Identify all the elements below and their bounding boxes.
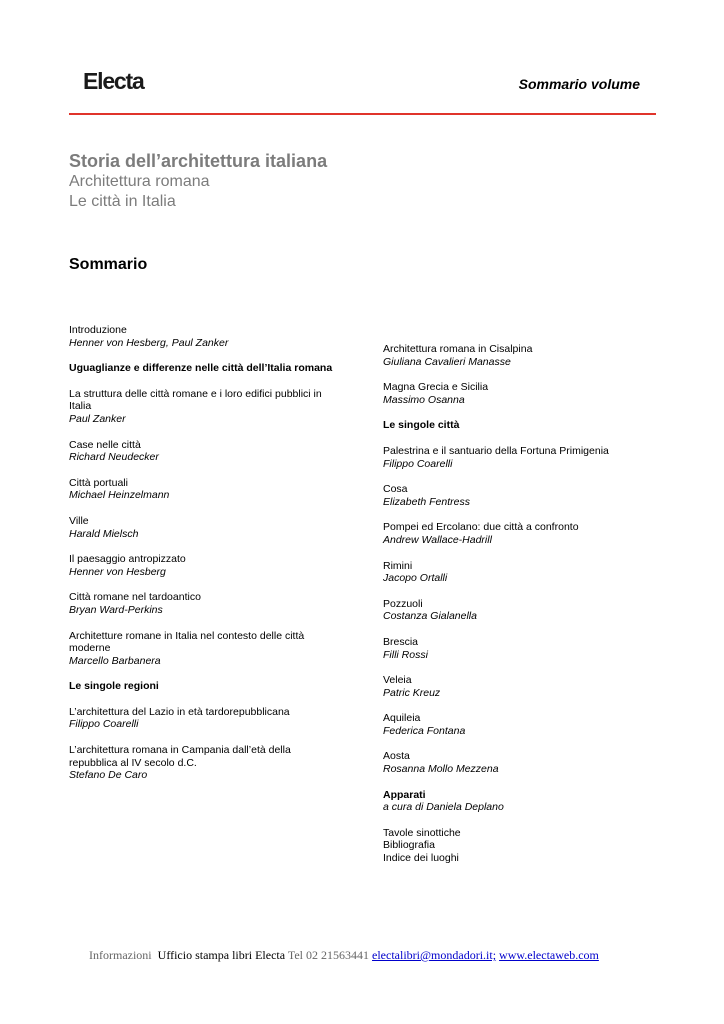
toc-entry-title: Città romane nel tardoantico: [69, 591, 201, 604]
toc-entry-author: Stefano De Caro: [69, 769, 148, 782]
footer-label: Informazioni: [89, 948, 152, 962]
toc-entry: [383, 712, 663, 737]
book-title-block: [69, 150, 327, 212]
toc-section-title: Le singole regioni: [69, 680, 159, 693]
toc-entry-title: Case nelle città: [69, 438, 141, 451]
toc-entry-title: Cosa: [383, 483, 408, 496]
book-subtitle: Architettura romana: [69, 173, 210, 190]
toc-entry: [383, 445, 663, 470]
toc-entry: [383, 483, 663, 508]
toc-section-title: Apparati: [383, 788, 426, 801]
toc-entry-title: Palestrina e il santuario della Fortuna Primigenia: [383, 444, 609, 457]
toc-section-heading: [69, 362, 339, 375]
toc-entry-title: Architettura romana in Cisalpina: [383, 343, 533, 355]
contents-right-column: [383, 343, 663, 878]
toc-entry-author: Marcello Barbanera: [69, 654, 161, 667]
toc-entry-author: Bryan Ward-Perkins: [69, 603, 163, 616]
contents-left-column: [69, 324, 339, 795]
toc-entry-author: Costanza Gialanella: [383, 610, 477, 623]
toc-entry-title: Indice dei luoghi: [383, 852, 459, 865]
toc-entry: [383, 521, 663, 546]
toc-entry: [383, 343, 663, 368]
toc-entry-title: Magna Grecia e Sicilia: [383, 381, 489, 394]
toc-entry: [383, 381, 663, 406]
toc-entry-author: Paul Zanker: [69, 412, 126, 425]
book-title: Storia dell’architettura italiana: [69, 151, 328, 171]
toc-entry: [69, 388, 339, 426]
toc-entry: [69, 591, 339, 616]
toc-entry: [383, 750, 663, 775]
toc-entry-title: Pompei ed Ercolano: due città a confronto: [383, 521, 579, 534]
electa-logo: Electa: [83, 68, 144, 94]
toc-entry-author: Massimo Osanna: [383, 393, 465, 406]
toc-entry-author: Michael Heinzelmann: [69, 489, 170, 502]
header-divider: [69, 113, 656, 115]
toc-entry-title: La struttura delle città romane e i loro edifici pubblici in Italia: [69, 387, 322, 413]
toc-entry: [383, 636, 663, 661]
toc-entry-author: Jacopo Ortalli: [383, 572, 448, 585]
toc-section-heading: [383, 419, 663, 432]
toc-entry: [69, 744, 339, 782]
toc-entry: [69, 706, 339, 731]
toc-entry-author: Giuliana Cavalieri Manasse: [383, 355, 511, 368]
toc-entry-author: Federica Fontana: [383, 724, 466, 737]
toc-entry-author: Henner von Hesberg: [69, 565, 166, 578]
document-type-label: Sommario volume: [518, 76, 640, 92]
toc-entry-title: Architetture romane in Italia nel contesto delle città moderne: [69, 629, 305, 655]
toc-entry-title: Il paesaggio antropizzato: [69, 553, 186, 566]
toc-entry: [383, 827, 663, 865]
toc-entry-title: Tavole sinottiche: [383, 826, 461, 839]
toc-entry-title: Veleia: [383, 674, 412, 687]
section-heading: Sommario: [69, 256, 148, 273]
toc-entry-title: Brescia: [383, 635, 419, 648]
footer-email-link[interactable]: electalibri@mondadori.it;: [372, 948, 497, 962]
footer-contact: [89, 948, 599, 963]
toc-entry-author: Andrew Wallace-Hadrill: [383, 533, 492, 546]
toc-entry: [69, 477, 339, 502]
toc-entry: [383, 560, 663, 585]
toc-entry: [383, 598, 663, 623]
toc-entry-title: Introduzione: [69, 324, 127, 336]
footer-office: Ufficio stampa libri Electa: [157, 948, 286, 962]
toc-entry-title: Rimini: [383, 559, 413, 572]
toc-entry: [69, 515, 339, 540]
toc-entry: [69, 324, 339, 349]
footer-phone: Tel 02 21563441: [287, 948, 370, 962]
toc-entry-author: Filippo Coarelli: [69, 718, 139, 731]
toc-entry-author: Patric Kreuz: [383, 686, 441, 699]
toc-entry-title: L’architettura romana in Campania dall’età della repubblica al IV secolo d.C.: [69, 744, 291, 769]
toc-entry: [69, 630, 339, 668]
toc-entry-author: Elizabeth Fentress: [383, 495, 470, 508]
toc-entry: [383, 789, 663, 814]
toc-entry-author: Harald Mielsch: [69, 527, 139, 540]
toc-entry-author: Richard Neudecker: [69, 451, 159, 464]
toc-entry-title: Aquileia: [383, 712, 421, 725]
toc-entry-title: L’architettura del Lazio in età tardorepubblicana: [69, 705, 290, 718]
toc-entry-title: Aosta: [383, 750, 410, 763]
toc-entry: [69, 553, 339, 578]
toc-entry-author: Henner von Hesberg, Paul Zanker: [69, 336, 229, 349]
toc-section-heading: [69, 680, 339, 693]
toc-entry: [383, 674, 663, 699]
toc-entry-author: a cura di Daniela Deplano: [383, 801, 504, 814]
toc-entry-title: Città portuali: [69, 476, 128, 489]
toc-entry-author: Filippo Coarelli: [383, 457, 453, 470]
toc-section-title: Le singole città: [383, 419, 460, 432]
toc-entry-author: Filli Rossi: [383, 648, 428, 661]
toc-entry-author: Rosanna Mollo Mezzena: [383, 763, 499, 776]
footer-website-link[interactable]: www.electaweb.com: [499, 948, 599, 962]
toc-entry-title: Pozzuoli: [383, 597, 423, 610]
toc-entry: [69, 439, 339, 464]
book-subtitle: Le città in Italia: [69, 193, 176, 210]
toc-entry-title: Bibliografia: [383, 839, 435, 852]
toc-entry-title: Ville: [69, 514, 89, 527]
toc-section-title: Uguaglianze e differenze nelle città dell’Italia romana: [69, 362, 333, 375]
